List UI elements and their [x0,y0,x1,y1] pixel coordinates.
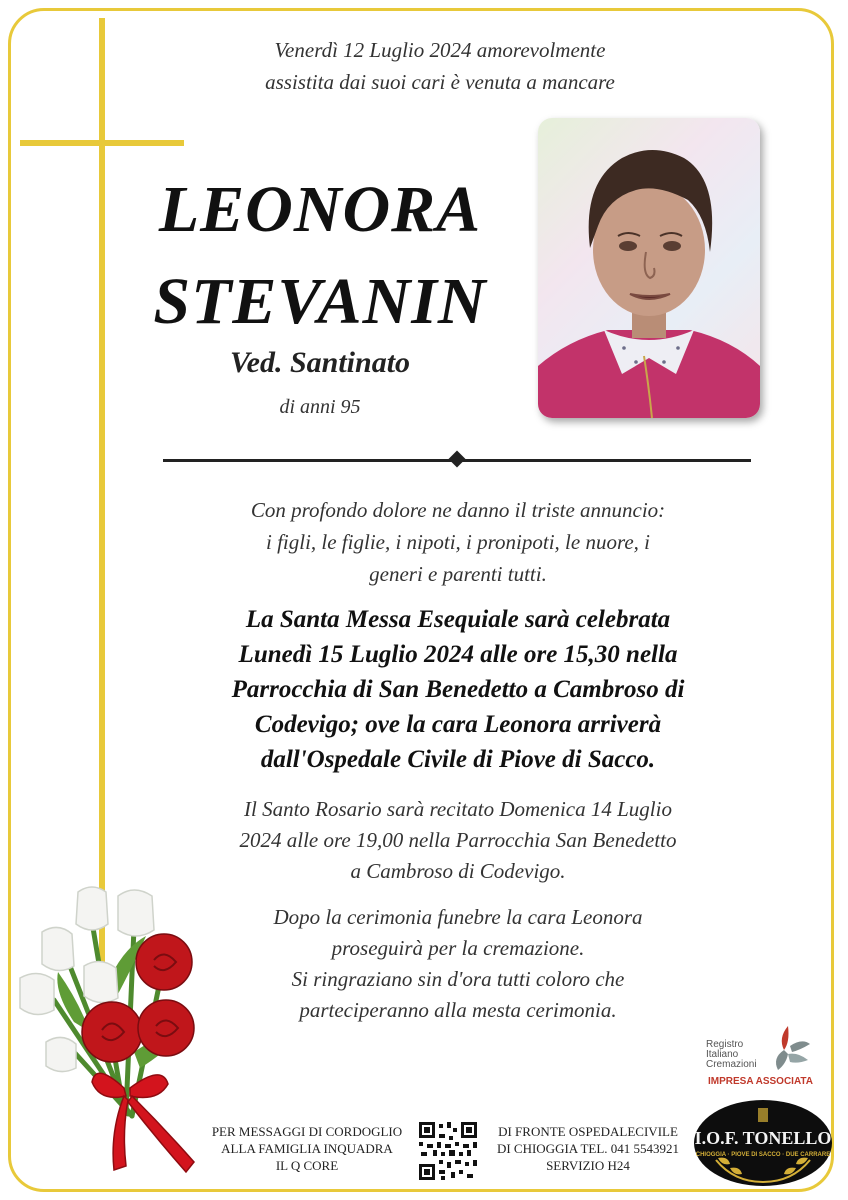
condolence-note [196,1123,418,1174]
rosary-line-1: Il Santo Rosario sarà recitato Domenica 14 Luglio [244,797,672,821]
announcement-line-3: generi e parenti tutti. [369,562,547,586]
registro-line-2: Italiano [706,1049,739,1060]
closing-line-1: Dopo la cerimonia funebre la cara Leonora [273,905,643,929]
bouquet-illustration [14,882,224,1182]
age: di anni 95 [279,396,361,418]
rosary-line-3: a Cambroso di Codevigo. [350,859,566,883]
portrait-photo [538,118,760,418]
widow-of: Ved. Santinato [229,346,411,379]
mass-line-5: dall'Ospedale Civile di Piove di Sacco. [260,746,656,773]
agency-name: I.O.F. TONELLO [694,1128,832,1148]
registro-line-1: Registro [706,1039,744,1050]
announcement-paragraph [190,494,726,590]
intro-text [200,34,680,98]
deceased-last-name: STEVANIN [153,265,487,338]
closing-line-4: parteciperanno alla mesta cerimonia. [299,998,617,1022]
intro-line-2: assistita dai suoi cari è venuta a mancare [265,70,615,94]
registro-associate-label: IMPRESA ASSOCIATA [708,1076,814,1087]
flower-bouquet [14,882,224,1182]
condolence-line-2: ALLA FAMIGLIA INQUADRA [221,1141,393,1156]
registro-line-3: Cremazioni [706,1059,757,1070]
registro-cremazioni-logo [706,1024,816,1088]
registro-wordmark [706,1040,757,1070]
cross-horizontal-bar [20,140,184,146]
mass-line-1: La Santa Messa Esequiale sarà celebrata [245,606,671,633]
agency-contact-line-2: DI CHIOGGIA TEL. 041 5543921 [496,1141,680,1156]
deceased-first-name: LEONORA [158,173,482,246]
closing-paragraph [210,902,706,1026]
qr-code[interactable] [417,1120,479,1182]
phoenix-icon [768,1024,812,1072]
condolence-line-3: IL Q CORE [275,1158,339,1173]
mass-line-3: Parrocchia di San Benedetto a Cambroso di [231,676,685,703]
mass-line-2: Lunedì 15 Luglio 2024 alle ore 15,30 nella [238,641,678,668]
mass-line-4: Codevigo; ove la cara Leonora arriverà [254,711,662,738]
announcement-line-1: Con profondo dolore ne danno il triste annuncio: [250,498,666,522]
rosary-line-2: 2024 alle ore 19,00 nella Parrocchia San Benedetto [239,828,677,852]
condolence-line-1: PER MESSAGGI DI CORDOGLIO [211,1124,403,1139]
portrait-illustration [538,118,760,418]
closing-line-2: proseguirà per la cremazione. [331,936,585,960]
closing-line-3: Si ringraziano sin d'ora tutti coloro che [291,967,625,991]
agency-contact-line-3: SERVIZIO H24 [546,1158,630,1173]
intro-line-1: Venerdì 12 Luglio 2024 amorevolmente [274,38,606,62]
mass-paragraph [180,602,736,777]
agency-locations: CHIOGGIA · PIOVE DI SACCO · DUE CARRARE [695,1152,831,1158]
announcement-line-2: i figli, le figlie, i nipoti, i pronipoti, le nuore, i [265,530,650,554]
cross-vertical-bar [99,18,105,978]
rosary-paragraph [210,794,706,887]
agency-contact [480,1123,696,1174]
agency-logo [694,1100,832,1186]
agency-contact-line-1: DI FRONTE OSPEDALECIVILE [498,1124,678,1139]
